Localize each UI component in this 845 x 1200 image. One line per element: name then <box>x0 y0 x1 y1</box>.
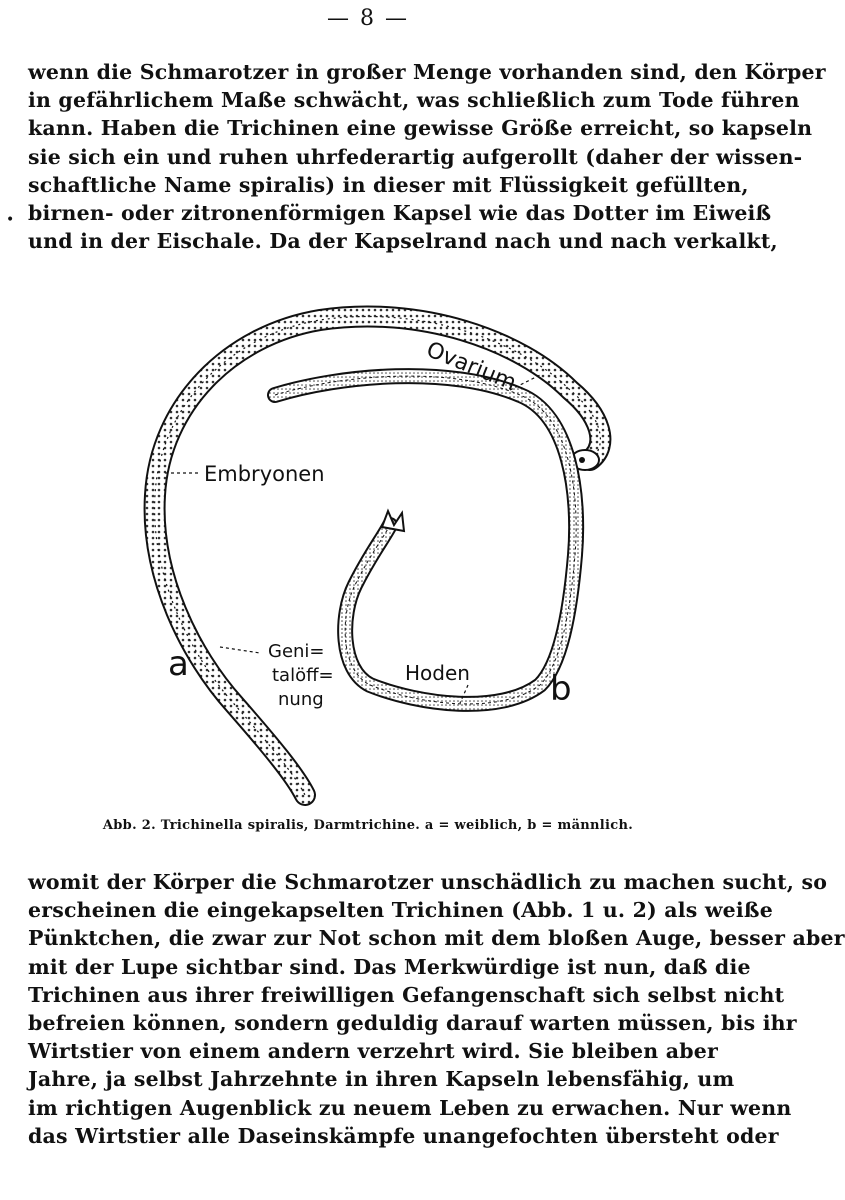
label-hoden: Hoden <box>405 661 470 685</box>
trichinella-illustration <box>120 295 680 805</box>
text-line: mit der Lupe sichtbar sind. Das Merkwürdige ist nun, daß die <box>28 954 751 979</box>
label-genitaloeffnung-3: nung <box>278 689 324 710</box>
label-a: a <box>168 644 189 684</box>
text-line: Pünktchen, die zwar zur Not schon mit dem bloßen Auge, besser aber <box>28 926 845 951</box>
label-genitaloeffnung-2: talöff= <box>272 665 334 686</box>
text-line: im richtigen Augenblick zu neuem Leben zu erwachen. Nur wenn <box>28 1095 792 1120</box>
text-line: in gefährlichem Maße schwächt, was schließlich zum Tode führen <box>28 88 800 113</box>
text-line: birnen- oder zitronenförmigen Kapsel wie das Dotter im Eiweiß <box>28 201 772 226</box>
label-genitaloeffnung-1: Geni= <box>268 641 325 662</box>
text-line: kann. Haben die Trichinen eine gewisse Größe erreicht, so kapseln <box>28 116 813 141</box>
label-ovarium: Ovarium <box>422 337 520 396</box>
text-line: das Wirtstier alle Daseinskämpfe unangefochten übersteht oder <box>28 1123 779 1148</box>
margin-dot: • <box>6 212 15 228</box>
text-line: womit der Körper die Schmarotzer unschädlich zu machen sucht, so <box>28 870 828 894</box>
page-number: — 8 — <box>327 6 409 31</box>
label-b: b <box>550 669 572 709</box>
bottom-paragraph <box>28 868 845 1150</box>
text-line: Wirtstier von einem andern verzehrt wird. Sie bleiben aber <box>28 1039 718 1064</box>
figure-caption: Abb. 2. Trichinella spiralis, Darmtrichine. a = weiblich, b = männlich. <box>102 818 634 833</box>
text-line: Trichinen aus ihrer freiwilligen Gefangenschaft sich selbst nicht <box>28 982 785 1007</box>
label-embryonen: Embryonen <box>204 462 325 486</box>
text-line: sie sich ein und ruhen uhrfederartig aufgerollt (daher der wissen- <box>28 144 803 169</box>
text-line: wenn die Schmarotzer in großer Menge vorhanden sind, den Körper <box>28 60 826 84</box>
text-line: befreien können, sondern geduldig darauf warten müssen, bis ihr <box>28 1011 797 1036</box>
text-line: schaftliche Name spiralis) in dieser mit Flüssigkeit gefüllten, <box>28 172 749 197</box>
text-line: erscheinen die eingekapselten Trichinen (Abb. 1 u. 2) als weiße <box>28 898 773 923</box>
text-line: Jahre, ja selbst Jahrzehnte in ihren Kapseln lebensfähig, um <box>28 1067 735 1092</box>
text-line: und in der Eischale. Da der Kapselrand nach und nach verkalkt, <box>28 229 778 254</box>
top-paragraph <box>28 58 826 255</box>
trichinella-figure <box>120 295 680 805</box>
